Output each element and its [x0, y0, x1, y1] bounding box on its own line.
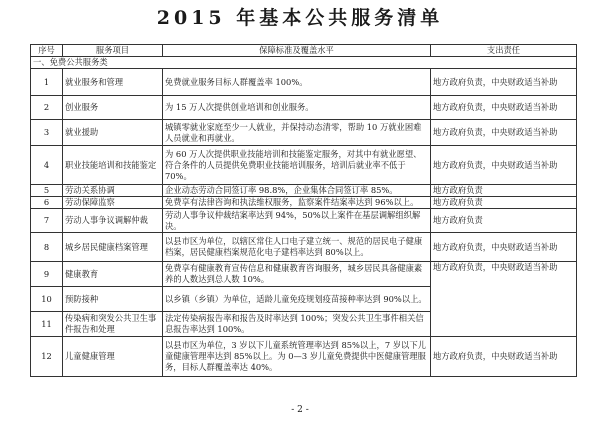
row-no: 10 [31, 287, 63, 312]
table-row [31, 337, 577, 377]
row-desc: 以县市区为单位，以辖区常住人口电子建立统一、规范的居民电子健康档案，居民健康档案规范化电子建档率达到 80%以上。 [163, 233, 431, 262]
row-desc: 以县市区为单位，3 岁以下儿童系统管理率达到 85%以上，7 岁以下儿童健康管理率达到 85%以上。为 0—3 岁儿童免费提供中医健康管理服务，目标人群覆盖率达 40%。 [163, 337, 431, 377]
row-desc: 劳动人事争议仲裁结案率达到 94%，50%以上案件在基层调解组织解决。 [163, 209, 431, 233]
row-no: 2 [31, 96, 63, 120]
page-number: - 2 - [291, 405, 309, 415]
row-item: 职业技能培训和技能鉴定 [63, 146, 163, 185]
table-header-row [31, 45, 577, 57]
table-row [31, 197, 577, 209]
row-item: 健康教育 [63, 262, 163, 287]
row-item: 儿童健康管理 [63, 337, 163, 377]
row-desc: 为 15 万人次提供创业培训和创业服务。 [163, 96, 431, 120]
row-desc: 企业动态劳动合同签订率 98.8%，企业集体合同签订率 85%。 [163, 185, 431, 197]
header-standard: 保障标准及覆盖水平 [163, 45, 431, 57]
row-no: 4 [31, 146, 63, 185]
row-desc: 免费就业服务目标人群覆盖率 100%。 [163, 69, 431, 96]
row-desc: 城镇零就业家庭至少一人就业，并保持动态清零，帮助 10 万就业困难人员就业和再就业。 [163, 120, 431, 146]
row-resp: 地方政府负责，中央财政适当补助 [431, 337, 577, 377]
row-no: 8 [31, 233, 63, 262]
row-resp: 地方政府负责 [431, 185, 577, 197]
row-desc: 为 60 万人次提供职业技能培训和技能鉴定服务，对其中有就业愿望、符合条件的人员提供免费职业技能培训服务，培训后就业率不低于 70%。 [163, 146, 431, 185]
row-item: 城乡居民健康档案管理 [63, 233, 163, 262]
row-desc: 以乡镇（乡镇）为单位，适龄儿童免疫规划疫苗接种率达到 90%以上。 [163, 287, 431, 312]
table-row [31, 69, 577, 96]
section-label: 一、免费公共服务类 [31, 57, 577, 69]
row-resp: 地方政府负责，中央财政适当补助 [431, 69, 577, 96]
header-item: 服务项目 [63, 45, 163, 57]
table-row [31, 120, 577, 146]
table-row [31, 96, 577, 120]
row-resp: 地方政府负责，中央财政适当补助 [431, 96, 577, 120]
row-resp: 地方政府负责 [431, 197, 577, 209]
row-desc: 法定传染病报告率和报告及时率达到 100%；突发公共卫生事件相关信息报告率达到 100%。 [163, 312, 431, 337]
service-list-table [30, 44, 577, 377]
row-no: 9 [31, 262, 63, 287]
row-no: 3 [31, 120, 63, 146]
table-row [31, 262, 577, 287]
row-resp: 地方政府负责，中央财政适当补助 [431, 262, 577, 337]
row-item: 就业服务和管理 [63, 69, 163, 96]
row-no: 5 [31, 185, 63, 197]
row-item: 传染病和突发公共卫生事件报告和处理 [63, 312, 163, 337]
page-title: 2015 年基本公共服务清单 [156, 7, 444, 29]
row-desc: 免费享有法律咨询和执法维权服务，监察案件结案率达到 96%以上。 [163, 197, 431, 209]
row-item: 就业援助 [63, 120, 163, 146]
table-row [31, 146, 577, 185]
row-item: 创业服务 [63, 96, 163, 120]
row-resp: 地方政府负责 [431, 209, 577, 233]
section-row [31, 57, 577, 69]
header-no: 序号 [31, 45, 63, 57]
table-row [31, 209, 577, 233]
row-resp: 地方政府负责，中央财政适当补助 [431, 146, 577, 185]
table-row [31, 233, 577, 262]
table-row [31, 185, 577, 197]
row-no: 1 [31, 69, 63, 96]
row-item: 劳动人事争议调解仲裁 [63, 209, 163, 233]
row-item: 预防接种 [63, 287, 163, 312]
row-no: 11 [31, 312, 63, 337]
row-item: 劳动关系协调 [63, 185, 163, 197]
row-resp: 地方政府负责，中央财政适当补助 [431, 233, 577, 262]
header-responsibility: 支出责任 [431, 45, 577, 57]
row-no: 6 [31, 197, 63, 209]
row-resp: 地方政府负责，中央财政适当补助 [431, 120, 577, 146]
row-no: 12 [31, 337, 63, 377]
row-desc: 免费享有健康教育宣传信息和健康教育咨询服务，城乡居民具备健康素养的人数达到总人数 10%。 [163, 262, 431, 287]
row-item: 劳动保障监察 [63, 197, 163, 209]
row-no: 7 [31, 209, 63, 233]
